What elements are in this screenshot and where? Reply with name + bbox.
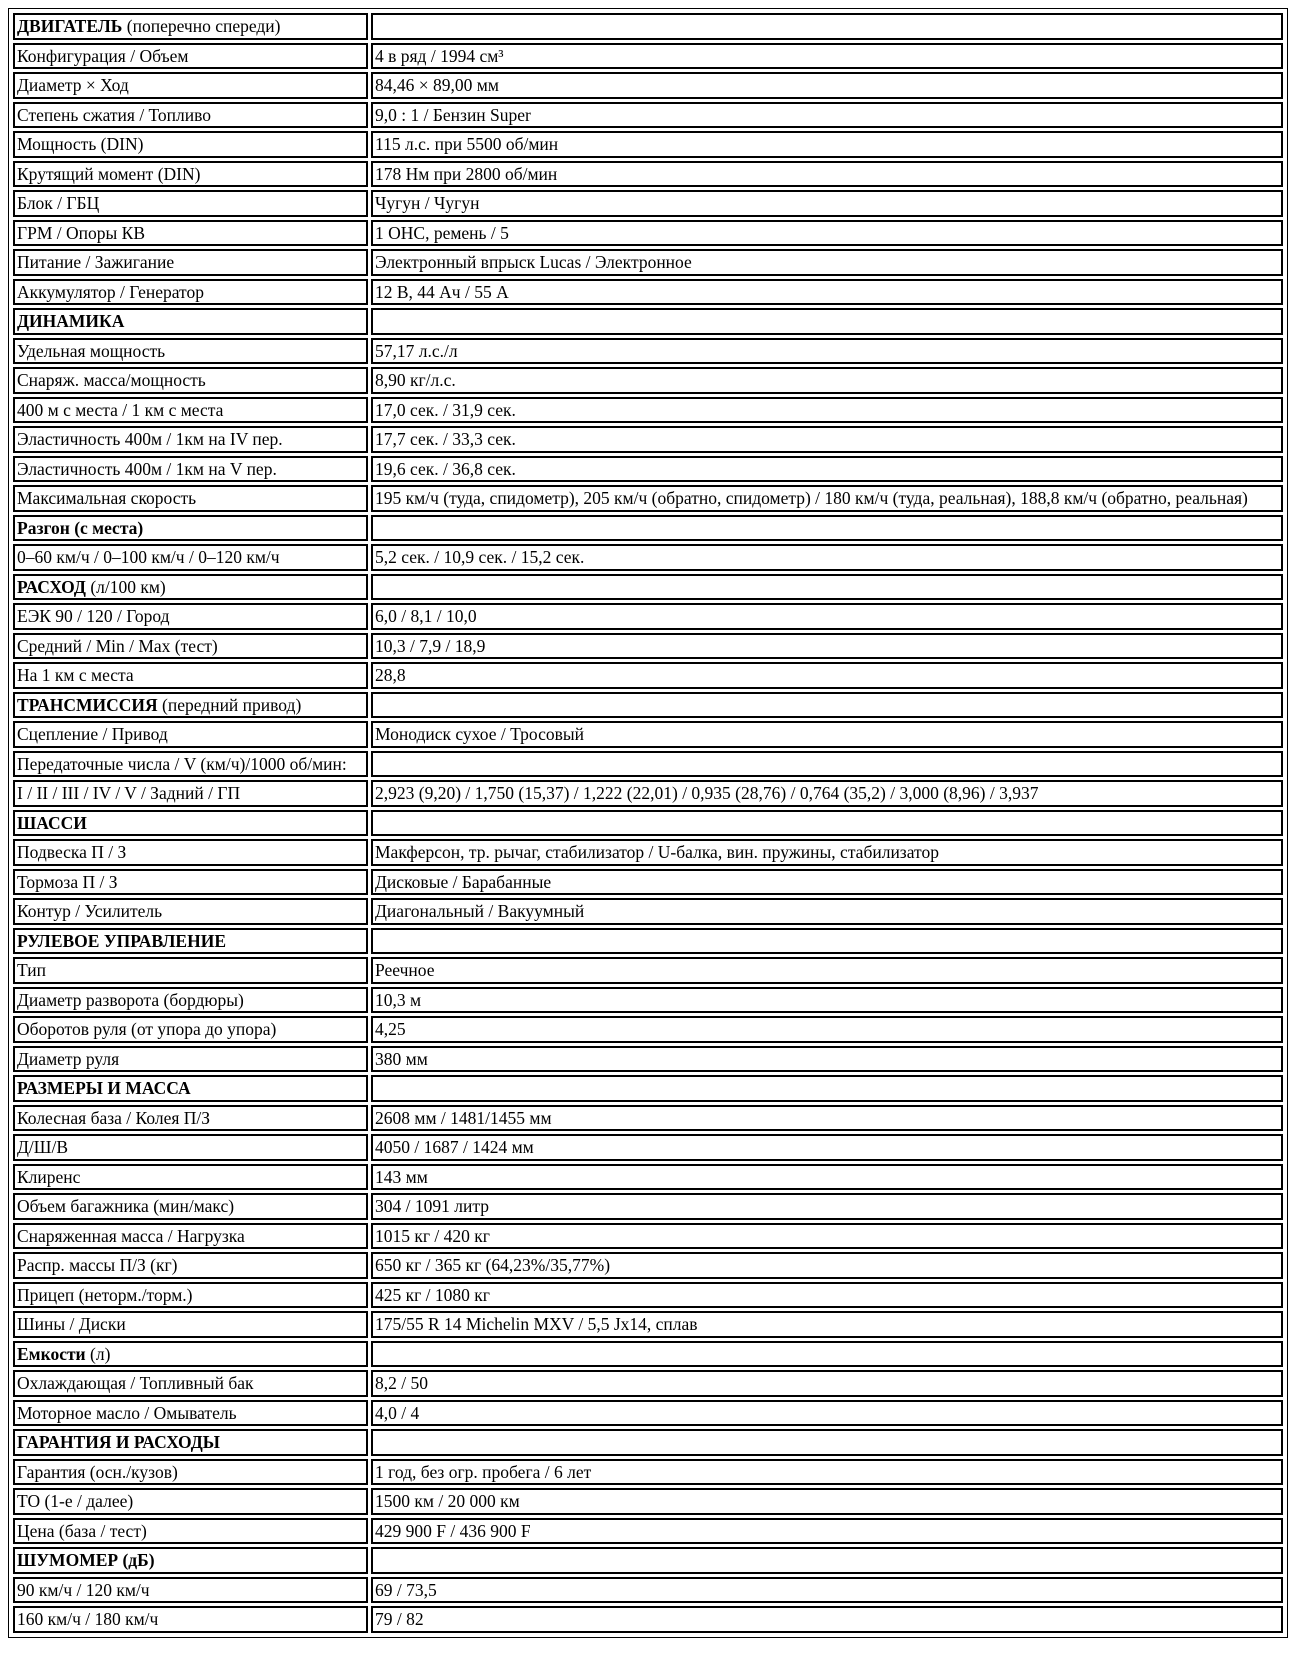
spec-row: [13, 1164, 1283, 1191]
spec-row: [13, 485, 1283, 512]
section-header-empty-cell: [371, 1341, 1283, 1368]
spec-label: Цена (база / тест): [13, 1518, 368, 1545]
spec-row: [13, 397, 1283, 424]
spec-label: Клиренс: [13, 1164, 368, 1191]
spec-value: 1 год, без огр. пробега / 6 лет: [371, 1459, 1283, 1486]
spec-label: 160 км/ч / 180 км/ч: [13, 1606, 368, 1633]
spec-value: Диагональный / Вакуумный: [371, 898, 1283, 925]
spec-row: [13, 367, 1283, 394]
spec-value: 2608 мм / 1481/1455 мм: [371, 1105, 1283, 1132]
spec-row: [13, 426, 1283, 453]
spec-value: 1015 кг / 420 кг: [371, 1223, 1283, 1250]
spec-value: 304 / 1091 литр: [371, 1193, 1283, 1220]
spec-row: [13, 1134, 1283, 1161]
spec-row: [13, 869, 1283, 896]
section-note: (л/100 км): [85, 576, 166, 597]
spec-value: 1 OHC, ремень / 5: [371, 220, 1283, 247]
section-title: РУЛЕВОЕ УПРАВЛЕНИЕ: [17, 930, 226, 951]
spec-row: [13, 190, 1283, 217]
section-title: ДВИГАТЕЛЬ: [17, 16, 123, 37]
spec-label: Д/Ш/В: [13, 1134, 368, 1161]
spec-value: [371, 751, 1283, 778]
section-title: РАЗМЕРЫ И МАССА: [17, 1078, 191, 1099]
spec-row: [13, 72, 1283, 99]
section-header-cell: [13, 928, 368, 955]
section-header-cell: [13, 308, 368, 335]
section-header-cell: [13, 1429, 368, 1456]
spec-label: 0–60 км/ч / 0–100 км/ч / 0–120 км/ч: [13, 544, 368, 571]
spec-value: 425 кг / 1080 кг: [371, 1282, 1283, 1309]
spec-label: Диаметр разворота (бордюры): [13, 987, 368, 1014]
section-title: ТРАНСМИССИЯ: [17, 694, 158, 715]
spec-label: Тип: [13, 957, 368, 984]
section-title: Разгон (с места): [17, 517, 144, 538]
section-header-cell: [13, 515, 368, 542]
spec-value: 115 л.с. при 5500 об/мин: [371, 131, 1283, 158]
section-header-cell: [13, 692, 368, 719]
spec-value: 12 В, 44 Ач / 55 А: [371, 279, 1283, 306]
spec-row: [13, 544, 1283, 571]
section-header-cell: [13, 1075, 368, 1102]
spec-value: 8,90 кг/л.с.: [371, 367, 1283, 394]
spec-label: 90 км/ч / 120 км/ч: [13, 1577, 368, 1604]
spec-label: Сцепление / Привод: [13, 721, 368, 748]
spec-value: 175/55 R 14 Michelin MXV / 5,5 Jx14, сплав: [371, 1311, 1283, 1338]
spec-label: На 1 км с места: [13, 662, 368, 689]
spec-row: [13, 1370, 1283, 1397]
spec-row: [13, 1459, 1283, 1486]
spec-value: 650 кг / 365 кг (64,23%/35,77%): [371, 1252, 1283, 1279]
section-header-cell: [13, 1341, 368, 1368]
section-title: ДИНАМИКА: [17, 311, 125, 332]
spec-value: 4,0 / 4: [371, 1400, 1283, 1427]
section-note: (л): [85, 1343, 111, 1364]
spec-label: Питание / Зажигание: [13, 249, 368, 276]
spec-row: [13, 1488, 1283, 1515]
spec-label: Блок / ГБЦ: [13, 190, 368, 217]
spec-row: [13, 338, 1283, 365]
spec-value: 10,3 / 7,9 / 18,9: [371, 633, 1283, 660]
section-header-empty-cell: [371, 1075, 1283, 1102]
section-header-empty-cell: [371, 574, 1283, 601]
spec-row: [13, 102, 1283, 129]
section-header-row: [13, 13, 1283, 40]
spec-value: 28,8: [371, 662, 1283, 689]
spec-label: Степень сжатия / Топливо: [13, 102, 368, 129]
spec-label: ГРМ / Опоры КВ: [13, 220, 368, 247]
spec-row: [13, 633, 1283, 660]
spec-row: [13, 249, 1283, 276]
spec-row: [13, 662, 1283, 689]
spec-row: [13, 721, 1283, 748]
section-note: (поперечно спереди): [122, 16, 281, 37]
spec-value: 143 мм: [371, 1164, 1283, 1191]
spec-label: Максимальная скорость: [13, 485, 368, 512]
section-header-cell: [13, 1547, 368, 1574]
spec-label: Конфигурация / Объем: [13, 43, 368, 70]
section-header-row: [13, 308, 1283, 335]
section-header-row: [13, 1075, 1283, 1102]
spec-label: I / II / III / IV / V / Задний / ГП: [13, 780, 368, 807]
spec-value: 9,0 : 1 / Бензин Super: [371, 102, 1283, 129]
spec-label: Колесная база / Колея П/З: [13, 1105, 368, 1132]
spec-label: Объем багажника (мин/макс): [13, 1193, 368, 1220]
section-title: ГАРАНТИЯ И РАСХОДЫ: [17, 1432, 220, 1453]
section-header-row: [13, 810, 1283, 837]
spec-value: 380 мм: [371, 1046, 1283, 1073]
section-header-empty-cell: [371, 810, 1283, 837]
spec-value: 17,7 сек. / 33,3 сек.: [371, 426, 1283, 453]
spec-row: [13, 839, 1283, 866]
spec-row: [13, 131, 1283, 158]
spec-value: Электронный впрыск Lucas / Электронное: [371, 249, 1283, 276]
spec-value: 84,46 × 89,00 мм: [371, 72, 1283, 99]
spec-label: Диаметр руля: [13, 1046, 368, 1073]
spec-row: [13, 957, 1283, 984]
spec-row: [13, 1193, 1283, 1220]
spec-row: [13, 1311, 1283, 1338]
spec-label: Мощность (DIN): [13, 131, 368, 158]
spec-label: ТО (1-е / далее): [13, 1488, 368, 1515]
spec-label: Удельная мощность: [13, 338, 368, 365]
spec-row: [13, 1046, 1283, 1073]
spec-label: Шины / Диски: [13, 1311, 368, 1338]
section-header-empty-cell: [371, 13, 1283, 40]
spec-value: 4050 / 1687 / 1424 мм: [371, 1134, 1283, 1161]
spec-row: [13, 1282, 1283, 1309]
spec-value: 178 Нм при 2800 об/мин: [371, 161, 1283, 188]
spec-value: 2,923 (9,20) / 1,750 (15,37) / 1,222 (22,01) / 0,935 (28,76) / 0,764 (35,2) / 3,000 (8,96) / 3,937: [371, 780, 1283, 807]
section-header-row: [13, 1429, 1283, 1456]
section-header-empty-cell: [371, 308, 1283, 335]
spec-label: Тормоза П / З: [13, 869, 368, 896]
spec-value: 10,3 м: [371, 987, 1283, 1014]
section-header-empty-cell: [371, 1429, 1283, 1456]
spec-value: 57,17 л.с./л: [371, 338, 1283, 365]
spec-label: Снаряж. масса/мощность: [13, 367, 368, 394]
section-header-cell: [13, 574, 368, 601]
spec-value: 8,2 / 50: [371, 1370, 1283, 1397]
spec-row: [13, 1105, 1283, 1132]
spec-label: Средний / Min / Max (тест): [13, 633, 368, 660]
spec-label: Гарантия (осн./кузов): [13, 1459, 368, 1486]
section-title: ШУМОМЕР (дБ): [17, 1550, 155, 1571]
spec-label: Оборотов руля (от упора до упора): [13, 1016, 368, 1043]
spec-value: Монодиск сухое / Тросовый: [371, 721, 1283, 748]
spec-table: [8, 8, 1288, 1638]
spec-label: 400 м с места / 1 км с места: [13, 397, 368, 424]
spec-value: 69 / 73,5: [371, 1577, 1283, 1604]
section-header-cell: [13, 810, 368, 837]
spec-label: ЕЭК 90 / 120 / Город: [13, 603, 368, 630]
section-header-empty-cell: [371, 1547, 1283, 1574]
spec-row: [13, 456, 1283, 483]
section-header-row: [13, 928, 1283, 955]
spec-label: Крутящий момент (DIN): [13, 161, 368, 188]
spec-row: [13, 603, 1283, 630]
spec-value: 19,6 сек. / 36,8 сек.: [371, 456, 1283, 483]
spec-value: 79 / 82: [371, 1606, 1283, 1633]
spec-row: [13, 780, 1283, 807]
spec-row: [13, 1252, 1283, 1279]
section-header-cell: [13, 13, 368, 40]
spec-label: Аккумулятор / Генератор: [13, 279, 368, 306]
spec-row: [13, 279, 1283, 306]
spec-value: 195 км/ч (туда, спидометр), 205 км/ч (обратно, спидометр) / 180 км/ч (туда, реальная), 188,8 км/ч (обратно, реальная): [371, 485, 1283, 512]
spec-value: Реечное: [371, 957, 1283, 984]
spec-label: Диаметр × Ход: [13, 72, 368, 99]
spec-row: [13, 43, 1283, 70]
section-header-row: [13, 515, 1283, 542]
spec-row: [13, 1400, 1283, 1427]
spec-label: Подвеска П / З: [13, 839, 368, 866]
spec-label: Прицеп (неторм./торм.): [13, 1282, 368, 1309]
spec-label: Эластичность 400м / 1км на V пер.: [13, 456, 368, 483]
section-title: Емкости: [17, 1343, 86, 1364]
spec-value: 1500 км / 20 000 км: [371, 1488, 1283, 1515]
spec-row: [13, 987, 1283, 1014]
spec-value: 6,0 / 8,1 / 10,0: [371, 603, 1283, 630]
spec-label: Моторное масло / Омыватель: [13, 1400, 368, 1427]
section-note: (передний привод): [157, 694, 302, 715]
spec-value: 4 в ряд / 1994 см³: [371, 43, 1283, 70]
spec-label: Охлаждающая / Топливный бак: [13, 1370, 368, 1397]
spec-value: 5,2 сек. / 10,9 сек. / 15,2 сек.: [371, 544, 1283, 571]
spec-value: 4,25: [371, 1016, 1283, 1043]
spec-row: [13, 161, 1283, 188]
spec-value: Макферсон, тр. рычаг, стабилизатор / U-балка, вин. пружины, стабилизатор: [371, 839, 1283, 866]
spec-label: Передаточные числа / V (км/ч)/1000 об/мин:: [13, 751, 368, 778]
spec-sheet: [8, 8, 1288, 1638]
spec-label: Снаряженная масса / Нагрузка: [13, 1223, 368, 1250]
section-header-row: [13, 692, 1283, 719]
spec-value: 17,0 сек. / 31,9 сек.: [371, 397, 1283, 424]
spec-row: [13, 1606, 1283, 1633]
spec-row: [13, 1577, 1283, 1604]
spec-label: Распр. массы П/З (кг): [13, 1252, 368, 1279]
section-header-empty-cell: [371, 515, 1283, 542]
section-header-row: [13, 1547, 1283, 1574]
section-header-empty-cell: [371, 692, 1283, 719]
spec-value: Дисковые / Барабанные: [371, 869, 1283, 896]
spec-row: [13, 1223, 1283, 1250]
spec-table-body: [13, 13, 1283, 1633]
spec-row: [13, 1016, 1283, 1043]
spec-row: [13, 1518, 1283, 1545]
spec-row: [13, 751, 1283, 778]
spec-row: [13, 898, 1283, 925]
section-title: РАСХОД: [17, 576, 86, 597]
spec-value: 429 900 F / 436 900 F: [371, 1518, 1283, 1545]
spec-value: Чугун / Чугун: [371, 190, 1283, 217]
spec-row: [13, 220, 1283, 247]
spec-label: Контур / Усилитель: [13, 898, 368, 925]
section-header-empty-cell: [371, 928, 1283, 955]
spec-label: Эластичность 400м / 1км на IV пер.: [13, 426, 368, 453]
section-title: ШАССИ: [17, 812, 87, 833]
section-header-row: [13, 1341, 1283, 1368]
section-header-row: [13, 574, 1283, 601]
